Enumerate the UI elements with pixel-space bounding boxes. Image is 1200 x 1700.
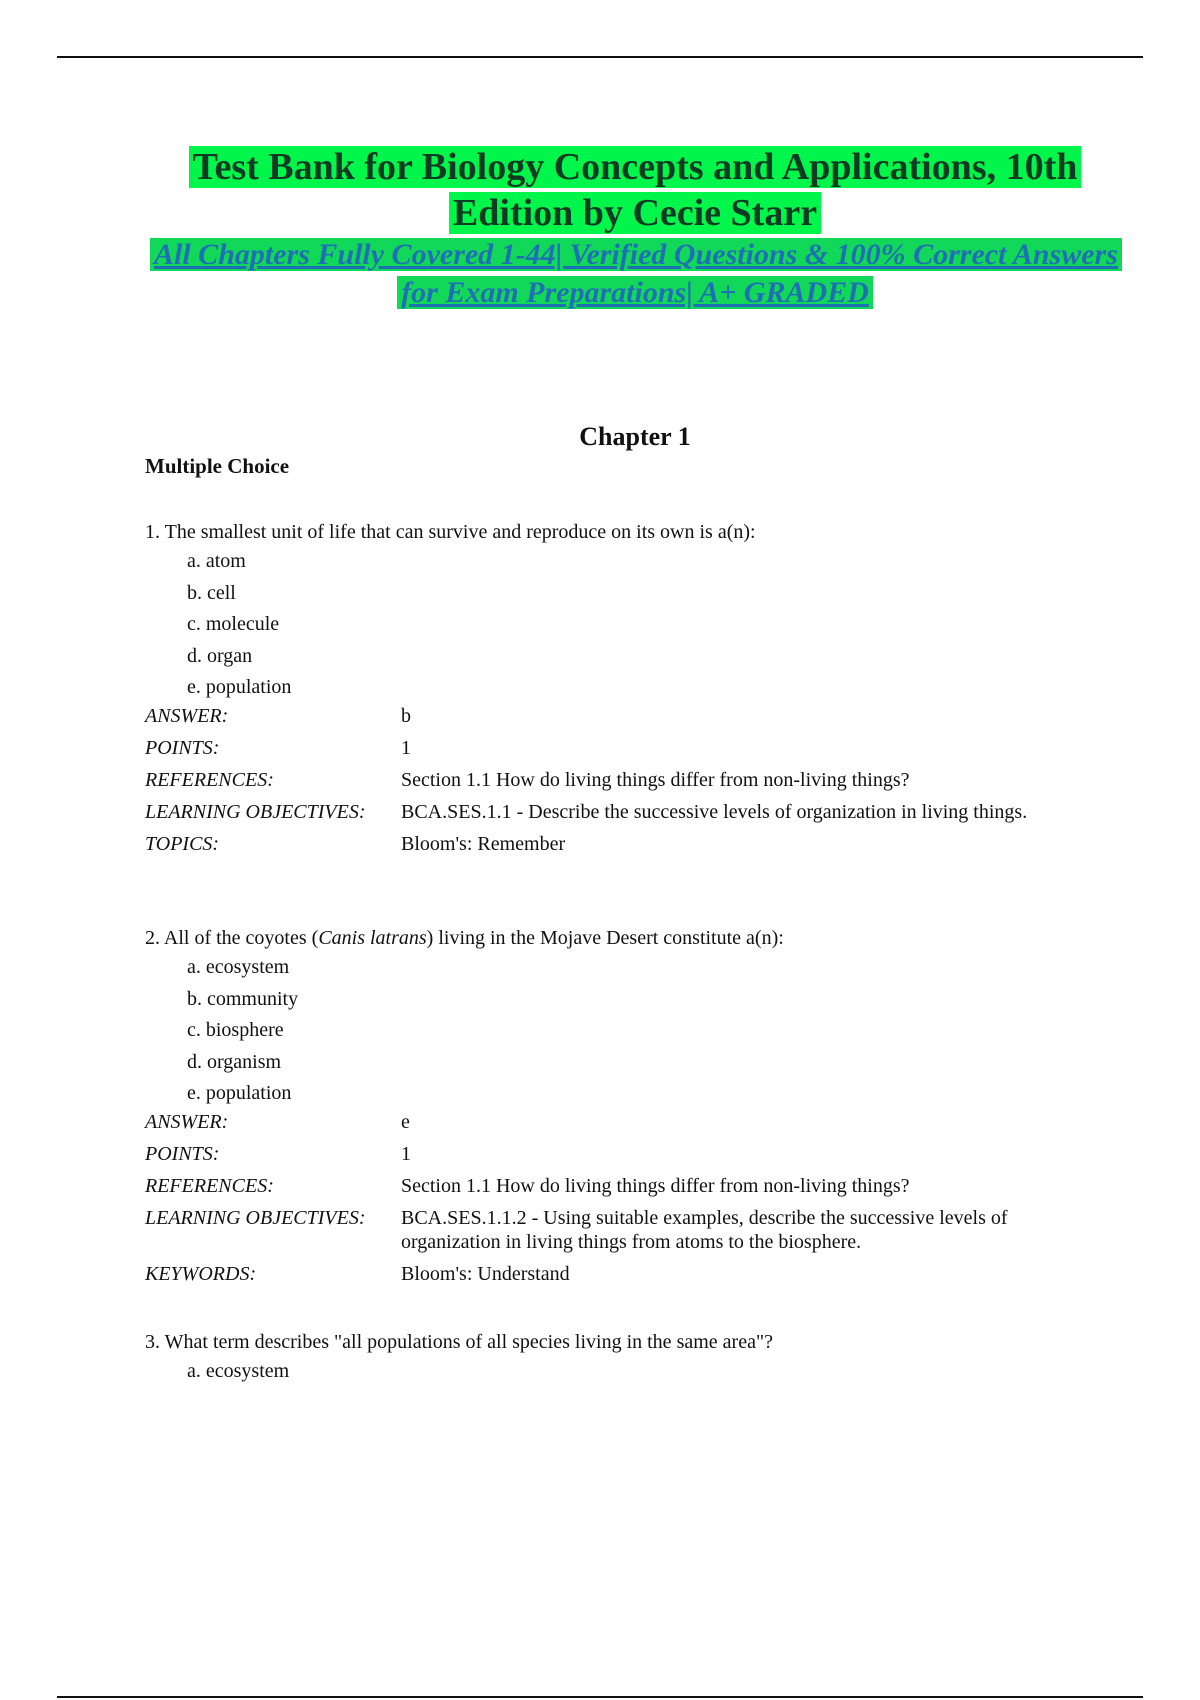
meta-row bbox=[145, 704, 1081, 736]
answer-options bbox=[145, 1356, 1105, 1388]
top-rule bbox=[57, 56, 1143, 58]
option: a. ecosystem bbox=[187, 956, 290, 978]
meta-row bbox=[145, 800, 1081, 832]
answer-options bbox=[145, 546, 1105, 704]
meta-key: LEARNING OBJECTIVES: bbox=[145, 800, 366, 823]
question-3 bbox=[145, 1328, 1105, 1388]
meta-value: Section 1.1 How do living things differ from non-living things? bbox=[401, 1174, 910, 1197]
meta-row bbox=[145, 1110, 1081, 1142]
option: c. biosphere bbox=[187, 1019, 284, 1041]
meta-key: POINTS: bbox=[145, 1142, 220, 1165]
meta-value: BCA.SES.1.1.2 - Using suitable examples, describe the successive levels of organization in living things from atoms to the biosphere. bbox=[401, 1206, 1008, 1253]
meta-row bbox=[145, 1262, 1081, 1294]
document-title: Test Bank for Biology Concepts and Applications, 10th Edition by Cecie Starr bbox=[150, 144, 1120, 236]
species-name: Canis latrans bbox=[318, 927, 427, 949]
meta-row bbox=[145, 1142, 1081, 1174]
question-stem: 1. The smallest unit of life that can survive and reproduce on its own is a(n): bbox=[145, 521, 756, 543]
meta-row bbox=[145, 1174, 1081, 1206]
meta-value: BCA.SES.1.1 - Describe the successive levels of organization in living things. bbox=[401, 800, 1028, 823]
option: b. community bbox=[187, 987, 299, 1010]
question-2 bbox=[145, 924, 1105, 1294]
meta-key: ANSWER: bbox=[145, 704, 229, 727]
meta-row bbox=[145, 1206, 1081, 1262]
question-metadata bbox=[145, 704, 1081, 864]
meta-key: ANSWER: bbox=[145, 1110, 229, 1133]
meta-value: Section 1.1 How do living things differ from non-living things? bbox=[401, 768, 910, 791]
meta-key: KEYWORDS: bbox=[145, 1262, 257, 1285]
option: b. cell bbox=[187, 581, 236, 604]
option: e. population bbox=[187, 1082, 292, 1104]
option: a. atom bbox=[187, 550, 246, 572]
section-label: Multiple Choice bbox=[145, 454, 290, 478]
chapter-heading: Chapter 1 bbox=[579, 422, 691, 451]
option: a. ecosystem bbox=[187, 1360, 290, 1382]
question-metadata bbox=[145, 1110, 1081, 1294]
meta-row bbox=[145, 832, 1081, 864]
meta-key: LEARNING OBJECTIVES: bbox=[145, 1206, 366, 1229]
document-subtitle-link[interactable]: All Chapters Fully Covered 1-44| Verified Questions & 100% Correct Answers for Exam Preparations| A+ GRADED bbox=[150, 236, 1120, 312]
meta-row bbox=[145, 736, 1081, 768]
meta-key: TOPICS: bbox=[145, 832, 220, 855]
option: e. population bbox=[187, 676, 292, 698]
option: d. organism bbox=[187, 1050, 282, 1073]
question-stem: 3. What term describes "all populations of all species living in the same area"? bbox=[145, 1331, 773, 1353]
meta-key: POINTS: bbox=[145, 736, 220, 759]
answer-options bbox=[145, 952, 1105, 1110]
meta-key: REFERENCES: bbox=[145, 768, 274, 791]
meta-value: 1 bbox=[401, 736, 411, 759]
title-block bbox=[150, 144, 1120, 312]
option: d. organ bbox=[187, 644, 253, 667]
meta-value: 1 bbox=[401, 1142, 411, 1165]
meta-row bbox=[145, 768, 1081, 800]
bottom-rule bbox=[57, 1696, 1143, 1698]
question-1 bbox=[145, 518, 1105, 864]
meta-key: REFERENCES: bbox=[145, 1174, 274, 1197]
meta-value: Bloom's: Understand bbox=[401, 1262, 570, 1285]
meta-value: Bloom's: Remember bbox=[401, 832, 566, 855]
option: c. molecule bbox=[187, 613, 280, 635]
meta-value: b bbox=[401, 704, 411, 727]
meta-value: e bbox=[401, 1110, 410, 1133]
question-stem: 2. All of the coyotes (Canis latrans) living in the Mojave Desert constitute a(n): bbox=[145, 927, 784, 949]
